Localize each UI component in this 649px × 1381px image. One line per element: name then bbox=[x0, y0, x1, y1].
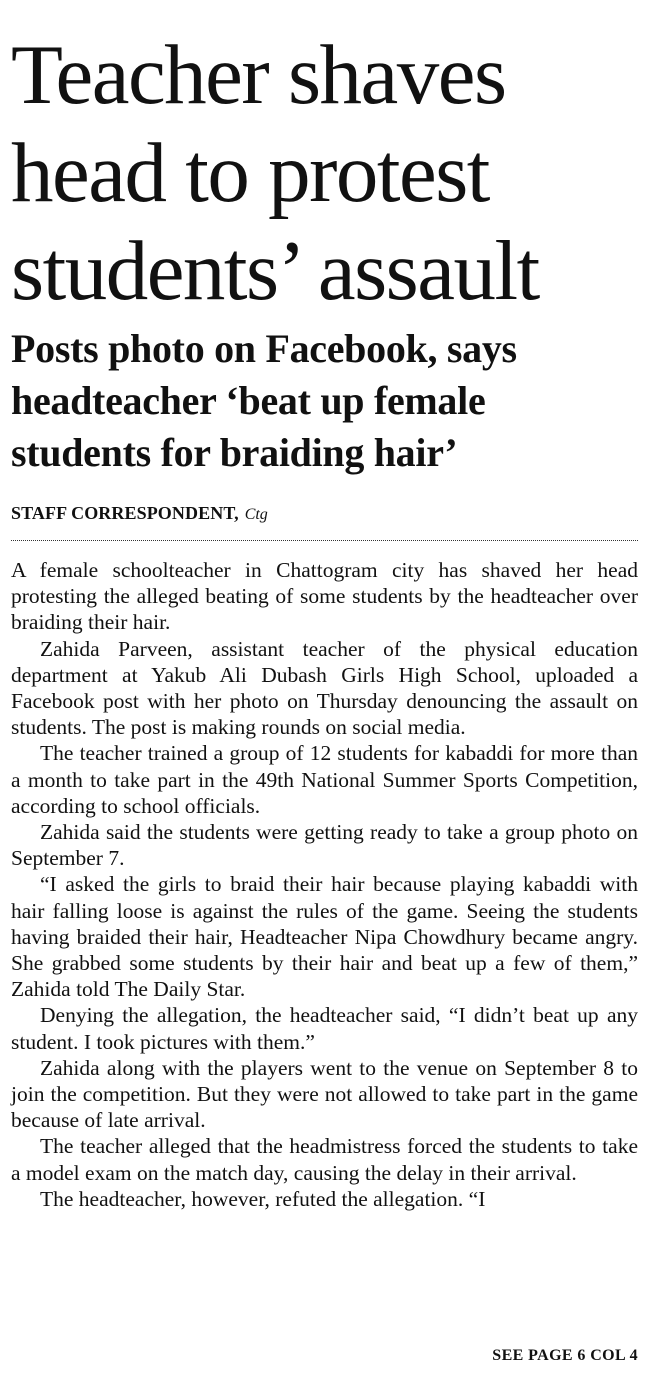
headline-line: students’ assault bbox=[11, 224, 539, 318]
body-paragraph: Denying the allegation, the headteacher said, “I didn’t beat up any student. I took pictures with them.” bbox=[11, 1003, 638, 1054]
dotted-divider bbox=[11, 540, 638, 541]
subheadline bbox=[11, 323, 638, 479]
byline bbox=[11, 500, 638, 526]
headline-line: head to protest bbox=[11, 126, 489, 220]
headline-line: Teacher shaves bbox=[11, 28, 506, 122]
body-paragraph: The teacher alleged that the headmistress forced the students to take a model exam on the match day, causing the delay in their arrival. bbox=[11, 1134, 638, 1185]
subheadline-line: Posts photo on Facebook, says bbox=[11, 326, 517, 371]
subheadline-line: students for braiding hair’ bbox=[11, 430, 458, 475]
article-body bbox=[11, 557, 638, 1212]
subheadline-line: headteacher ‘beat up female bbox=[11, 378, 486, 423]
body-paragraph: The teacher trained a group of 12 students for kabaddi for more than a month to take part in the 49th National Summer Sports Competition, according to school officials. bbox=[11, 741, 638, 818]
body-paragraph: Zahida said the students were getting ready to take a group photo on September 7. bbox=[11, 820, 638, 871]
continuation-jump: SEE PAGE 6 COL 4 bbox=[492, 1347, 638, 1364]
news-article bbox=[11, 0, 638, 1212]
body-paragraph: “I asked the girls to braid their hair because playing kabaddi with hair falling loose is against the rules of the game. Seeing the students having braided their hair, Headteacher Nipa Chowdhury became angry. She grabbed some students by their hair and beat up a few of them,” Zahida told The Daily Star. bbox=[11, 872, 638, 1002]
body-paragraph: Zahida along with the players went to the venue on September 8 to join the competition. But they were not allowed to take part in the game because of late arrival. bbox=[11, 1055, 638, 1133]
body-paragraph: The headteacher, however, refuted the allegation. “I bbox=[40, 1186, 486, 1211]
byline-location: Ctg bbox=[244, 506, 268, 523]
byline-author: STAFF CORRESPONDENT, bbox=[11, 503, 239, 523]
body-paragraph: A female schoolteacher in Chattogram city has shaved her head protesting the alleged beating of some students by the headteacher over braiding their hair. bbox=[11, 558, 638, 635]
headline bbox=[11, 0, 638, 320]
body-paragraph: Zahida Parveen, assistant teacher of the physical education department at Yakub Ali Dubash Girls High School, uploaded a Facebook post with her photo on Thursday denouncing the assault on students. The post is making rounds on social media. bbox=[11, 636, 638, 740]
